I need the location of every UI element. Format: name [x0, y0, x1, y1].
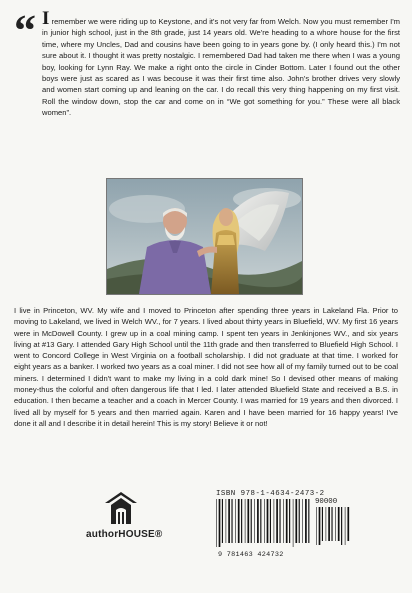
publisher-name: authorHOUSE®	[86, 529, 163, 540]
barcode-bar	[283, 499, 284, 543]
barcode-bar	[276, 499, 278, 543]
barcode-bar	[279, 499, 280, 543]
barcode-bar	[254, 499, 255, 543]
barcode-bar	[326, 507, 327, 541]
barcode-bar	[247, 499, 249, 543]
barcode-bar	[251, 499, 252, 543]
barcode-bar	[347, 507, 349, 541]
barcode-bar	[219, 499, 221, 547]
barcode-bar	[305, 499, 307, 543]
barcode-bar	[322, 507, 323, 541]
barcode-bar	[226, 499, 227, 543]
barcode-bar	[289, 499, 290, 543]
barcode-bar	[245, 499, 246, 543]
barcode-bar	[257, 499, 259, 543]
barcode-bar	[302, 499, 303, 543]
barcode-bar	[286, 499, 288, 543]
author-bio: I live in Princeton, WV. My wife and I moved to Princeton after spending three years in Lakeland Fla. Prior to moving to Lakeland, we lived in Welch WV., for 7 years. I lived about thirty years in Bluefield, WV. My first 16 years were in McDowell County. I grew up in a coal mining camp. I spent ten years in Jenkinjones WV., and six years living at #13 Gary. I attended Gary High School until the 11th grade and then transferred to Bluefield High School. I went to Concord College in West Virginia on a football scholarship. I did not graduate at that time. I worked for eight years as a banker. I worked two years as a coal miner. I did not see how all of my family turned out to be coal miners. I determined I didn't want to make my living in a cold dark mine! So I devised other means of making money-thus the colorful and often dangerous life that I led. I later attended Bluefield State and received a B.S. in education. I then became a teacher and a coach in Mercer County. I was married for 19 years and then divorced. I lived all by myself for 5 years and then married again. Karen and I have been married for 16 happy years! I've done it all and I describe it in detail herein! This is my story! Believe it or not!	[14, 306, 398, 428]
barcode-bar	[345, 507, 346, 545]
barcode-bar	[222, 499, 223, 543]
barcode-bar	[341, 507, 342, 545]
barcode-bar	[270, 499, 271, 543]
barcode-digits: 9 781463 424732	[218, 551, 284, 559]
barcode-bar	[335, 507, 336, 541]
barcode-bar	[331, 507, 332, 541]
barcode-bar	[264, 499, 265, 543]
barcode-bar	[228, 499, 230, 543]
barcode-bar	[299, 499, 300, 543]
author-photo	[106, 178, 303, 295]
ean13-barcode	[216, 499, 312, 549]
barcode-bar	[216, 499, 217, 547]
author-with-angel-image	[107, 179, 302, 294]
barcode-bar	[328, 507, 330, 541]
barcode-bar	[319, 507, 321, 545]
isbn-barcode-block	[216, 489, 352, 559]
quote-text: I remember we were riding up to Keystone, and it's not very far from Welch. Now you must remember I'm in junior high school, just in the 8th grade, just 14 years old. We're heading to a whore house for the first time, where my Uncles, Dad and cousins have been going to in years gone by. (I only heard this.) I'm not sure about it. I thought it was pretty nostalgic. I remembered Dad had taken me there when I was a young boy, looking for Lynn Ray. We make a right onto the circle in Cinder Bottom. Later I found out the other boys were just as scared as I was becouse it was their first time also. John's brother drives very slowly and women start coming up and leaning on the car. I do recall this very thing happening on my first visit. Roll the window down, stop the car and come on in “We got something for you.” These were all black women”.	[42, 8, 400, 118]
authorhouse-logo-icon	[103, 490, 139, 526]
isbn-label: ISBN 978-1-4634-2473-2	[216, 490, 325, 498]
barcode-bar	[295, 499, 297, 543]
back-cover-quote	[14, 6, 400, 119]
barcode-bar	[238, 499, 240, 543]
barcode-bar	[293, 499, 294, 547]
barcode-bar	[241, 499, 242, 543]
price-addon-barcode	[316, 507, 350, 549]
barcode-bar	[235, 499, 236, 543]
barcode-bar	[260, 499, 261, 543]
price-code: 90000	[315, 498, 338, 506]
barcode-bar	[316, 507, 317, 545]
barcode-bar	[308, 499, 309, 543]
barcode-bar	[274, 499, 275, 543]
publisher-logo	[86, 490, 163, 540]
barcode-bar	[267, 499, 269, 543]
barcode-bar	[231, 499, 232, 543]
opening-quote-mark: “	[14, 6, 36, 55]
barcode-bar	[338, 507, 340, 541]
